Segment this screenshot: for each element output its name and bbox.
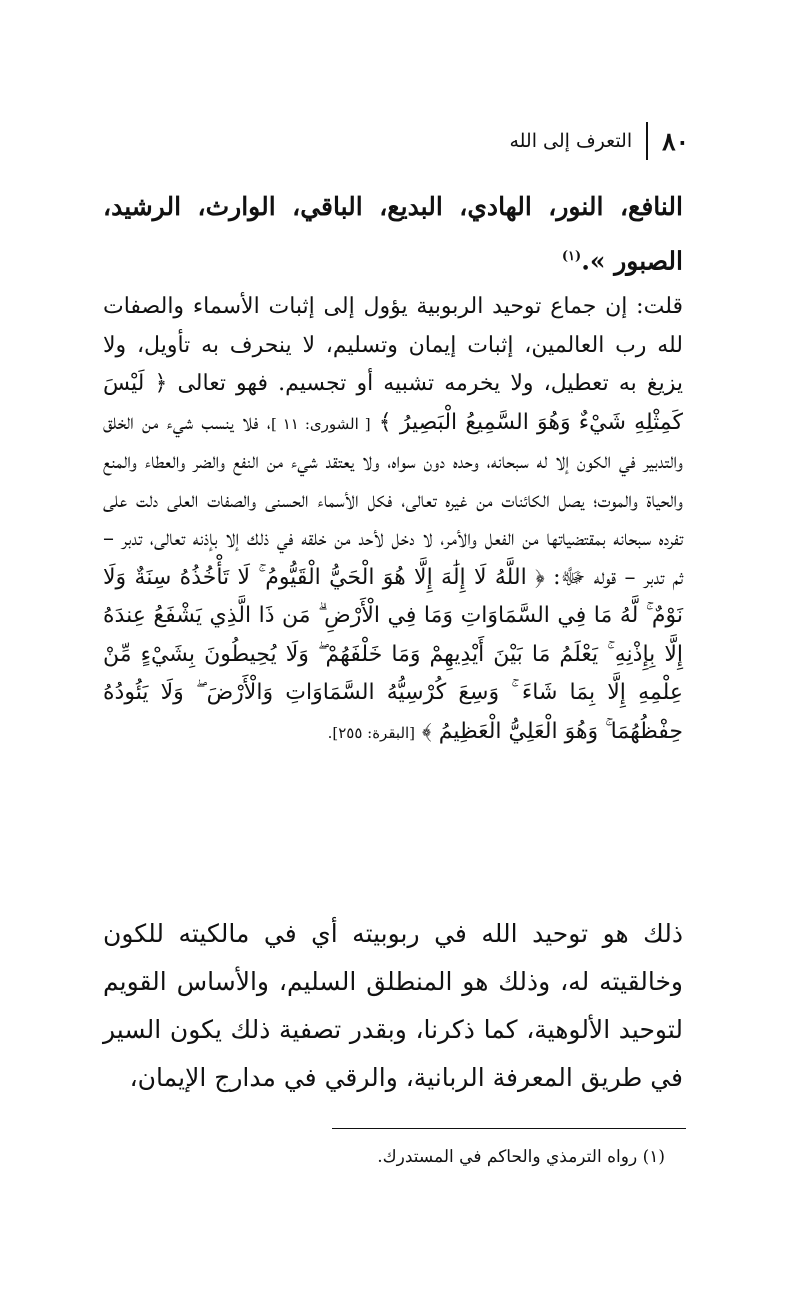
paragraph-intro: قلت: إن جماع توحيد الربوبية يؤول إلى إثبات الأسماء والصفات لله رب العالمين، إثبات إيمان وتسليم، لا ينحرف به تأويل، ولا يزيغ به تعطيل، ولا يخرمه تشبيه أو تجسيم. فهو تعالى (103, 294, 683, 396)
footnote-number: (١) (642, 1147, 665, 1167)
page-number: ٨٠ (662, 126, 689, 156)
paragraph-middle: ، فلا ينسب شيء من الخلق والتدبير في الكون إلا له سبحانه، وحده دون سواه، ولا يعتقد شيء من النفع والضر والعطاء والمنع والحياة والموت؛ يصل الكائنات من غيره تعالى، فكل الأسماء الحسنى والصفات العلى دلت على تفرده سبحانه بمقتضياتها من الفعل والأمر، لا دخل لأحد من خلقه في ذلك إلا بإذنه تعالى، تدبر – ثم تدبر – قوله ﷻ: (103, 409, 684, 590)
verse-reference-shura: [ الشورى: ١١ ] (270, 414, 371, 433)
verse-reference-baqara: [البقرة: ٢٥٥]. (327, 723, 416, 742)
header-divider (646, 122, 648, 160)
paragraph-tawhid (103, 288, 683, 752)
paragraph-conclusion: ذلك هو توحيد الله في ربوبيته أي في مالكيته للكون وخالقيته له، وذلك هو المنطلق السليم، والأساس القويم لتوحيد الألوهية، كما ذكرنا، وبقدر تصفية ذلك يكون السير في طريق المعرفة الربانية، والرقي في مدارج الإيمان، (103, 919, 683, 1092)
quran-verse-kursi: ﴿ اللَّهُ لَا إِلَٰهَ إِلَّا هُوَ الْحَيُّ الْقَيُّومُ ۚ لَا تَأْخُذُهُ سِنَةٌ وَلَا نَوْمٌ ۚ لَّهُ مَا فِي السَّمَاوَاتِ وَمَا فِي الْأَرْضِ ۗ مَن ذَا الَّذِي يَشْفَعُ عِندَهُ إِلَّا بِإِذْنِهِ ۚ يَعْلَمُ مَا بَيْنَ أَيْدِيهِمْ وَمَا خَلْفَهُمْ ۖ وَلَا يُحِيطُونَ بِشَيْءٍ مِّنْ عِلْمِهِ إِلَّا بِمَا شَاءَ ۚ وَسِعَ كُرْسِيُّهُ السَّمَاوَاتِ وَالْأَرْضَ ۖ وَلَا يَئُودُهُ حِفْظُهُمَا ۚ وَهُوَ الْعَلِيُّ الْعَظِيمُ ﴾ (103, 564, 683, 744)
footnote (377, 1147, 665, 1167)
page-header (509, 122, 689, 160)
footnote-marker: (١) (561, 249, 582, 264)
quran-verse-shura: ﴿ لَيْسَ كَمِثْلِهِ شَيْءٌ وَهُوَ السَّمِيعُ الْبَصِيرُ ﴾ (103, 371, 683, 435)
running-title: التعرف إلى الله (509, 130, 633, 152)
names-list: النافع، النور، الهادي، البديع، الباقي، الوارث، الرشيد، الصبور ». (103, 192, 683, 276)
footnote-divider (332, 1128, 686, 1129)
footnote-text: رواه الترمذي والحاكم في المستدرك. (377, 1147, 638, 1167)
paragraph-names (103, 182, 683, 286)
